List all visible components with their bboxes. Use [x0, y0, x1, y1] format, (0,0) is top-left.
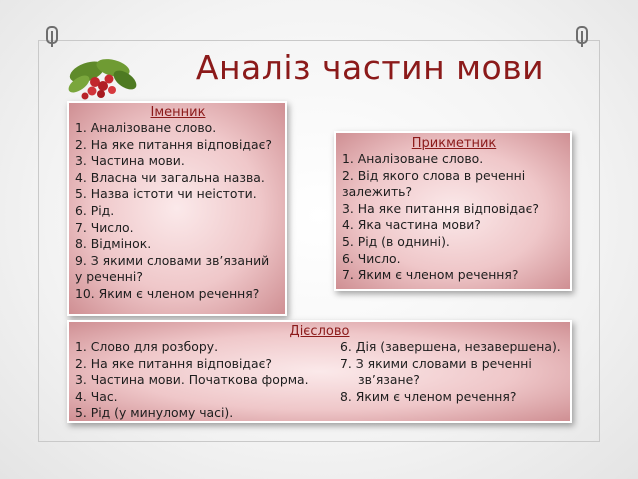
verb-card — [67, 320, 572, 423]
list-item: 1. Слово для розбору. — [75, 339, 219, 354]
list-item: 6. Рід. — [75, 202, 115, 218]
list-item: 6. Число. — [342, 250, 401, 266]
list-item: 5. Рід (у минулому часі). — [75, 405, 234, 421]
slide-title: Аналіз частин мови — [195, 48, 545, 87]
list-item: 2. На яке питання відповідає? — [75, 136, 272, 152]
list-item: 4. Час. — [75, 388, 118, 404]
pushpin-icon — [574, 26, 590, 48]
list-item: 10. Яким є членом речення? — [75, 285, 260, 301]
list-item: 2. На яке питання відповідає? — [75, 355, 272, 371]
list-item: 4. Яка частина мови? — [342, 217, 481, 233]
verb-card-right-column — [340, 339, 564, 422]
list-item: 5. Назва істоти чи неістоти. — [75, 186, 257, 202]
noun-card-heading: Іменник — [150, 105, 206, 120]
verb-card-left-column — [75, 339, 340, 422]
list-item: залежить? — [342, 184, 413, 200]
adjective-card — [334, 131, 572, 291]
list-item: 6. Дія (завершена, незавершена). — [340, 339, 561, 354]
list-item: зв’язане? — [358, 372, 420, 388]
list-item: 4. Власна чи загальна назва. — [75, 169, 265, 185]
list-item: 7. Число. — [75, 219, 134, 235]
list-item: 3. Частина мови. Початкова форма. — [75, 372, 309, 388]
adjective-card-heading: Прикметник — [411, 136, 497, 151]
list-item: 5. Рід (в однині). — [342, 233, 450, 249]
list-item: 7. З якими словами в реченні — [340, 355, 532, 371]
verb-card-heading: Дієслово — [289, 324, 350, 339]
list-item: 3. На яке питання відповідає? — [342, 200, 539, 216]
berries-icon — [65, 54, 139, 102]
list-item: 1. Аналізоване слово. — [342, 151, 484, 166]
list-item: у реченні? — [75, 269, 143, 285]
list-item: 8. Яким є членом речення? — [340, 388, 517, 404]
pushpin-icon — [44, 26, 60, 48]
list-item: 8. Відмінок. — [75, 236, 152, 252]
noun-card — [67, 101, 287, 316]
list-item: 7. Яким є членом речення? — [342, 267, 519, 283]
list-item: 9. З якими словами зв’язаний — [75, 252, 270, 268]
list-item: 3. Частина мови. — [75, 153, 185, 169]
list-item: 1. Аналізоване слово. — [75, 120, 217, 135]
list-item: 2. Від якого слова в реченні — [342, 167, 526, 183]
